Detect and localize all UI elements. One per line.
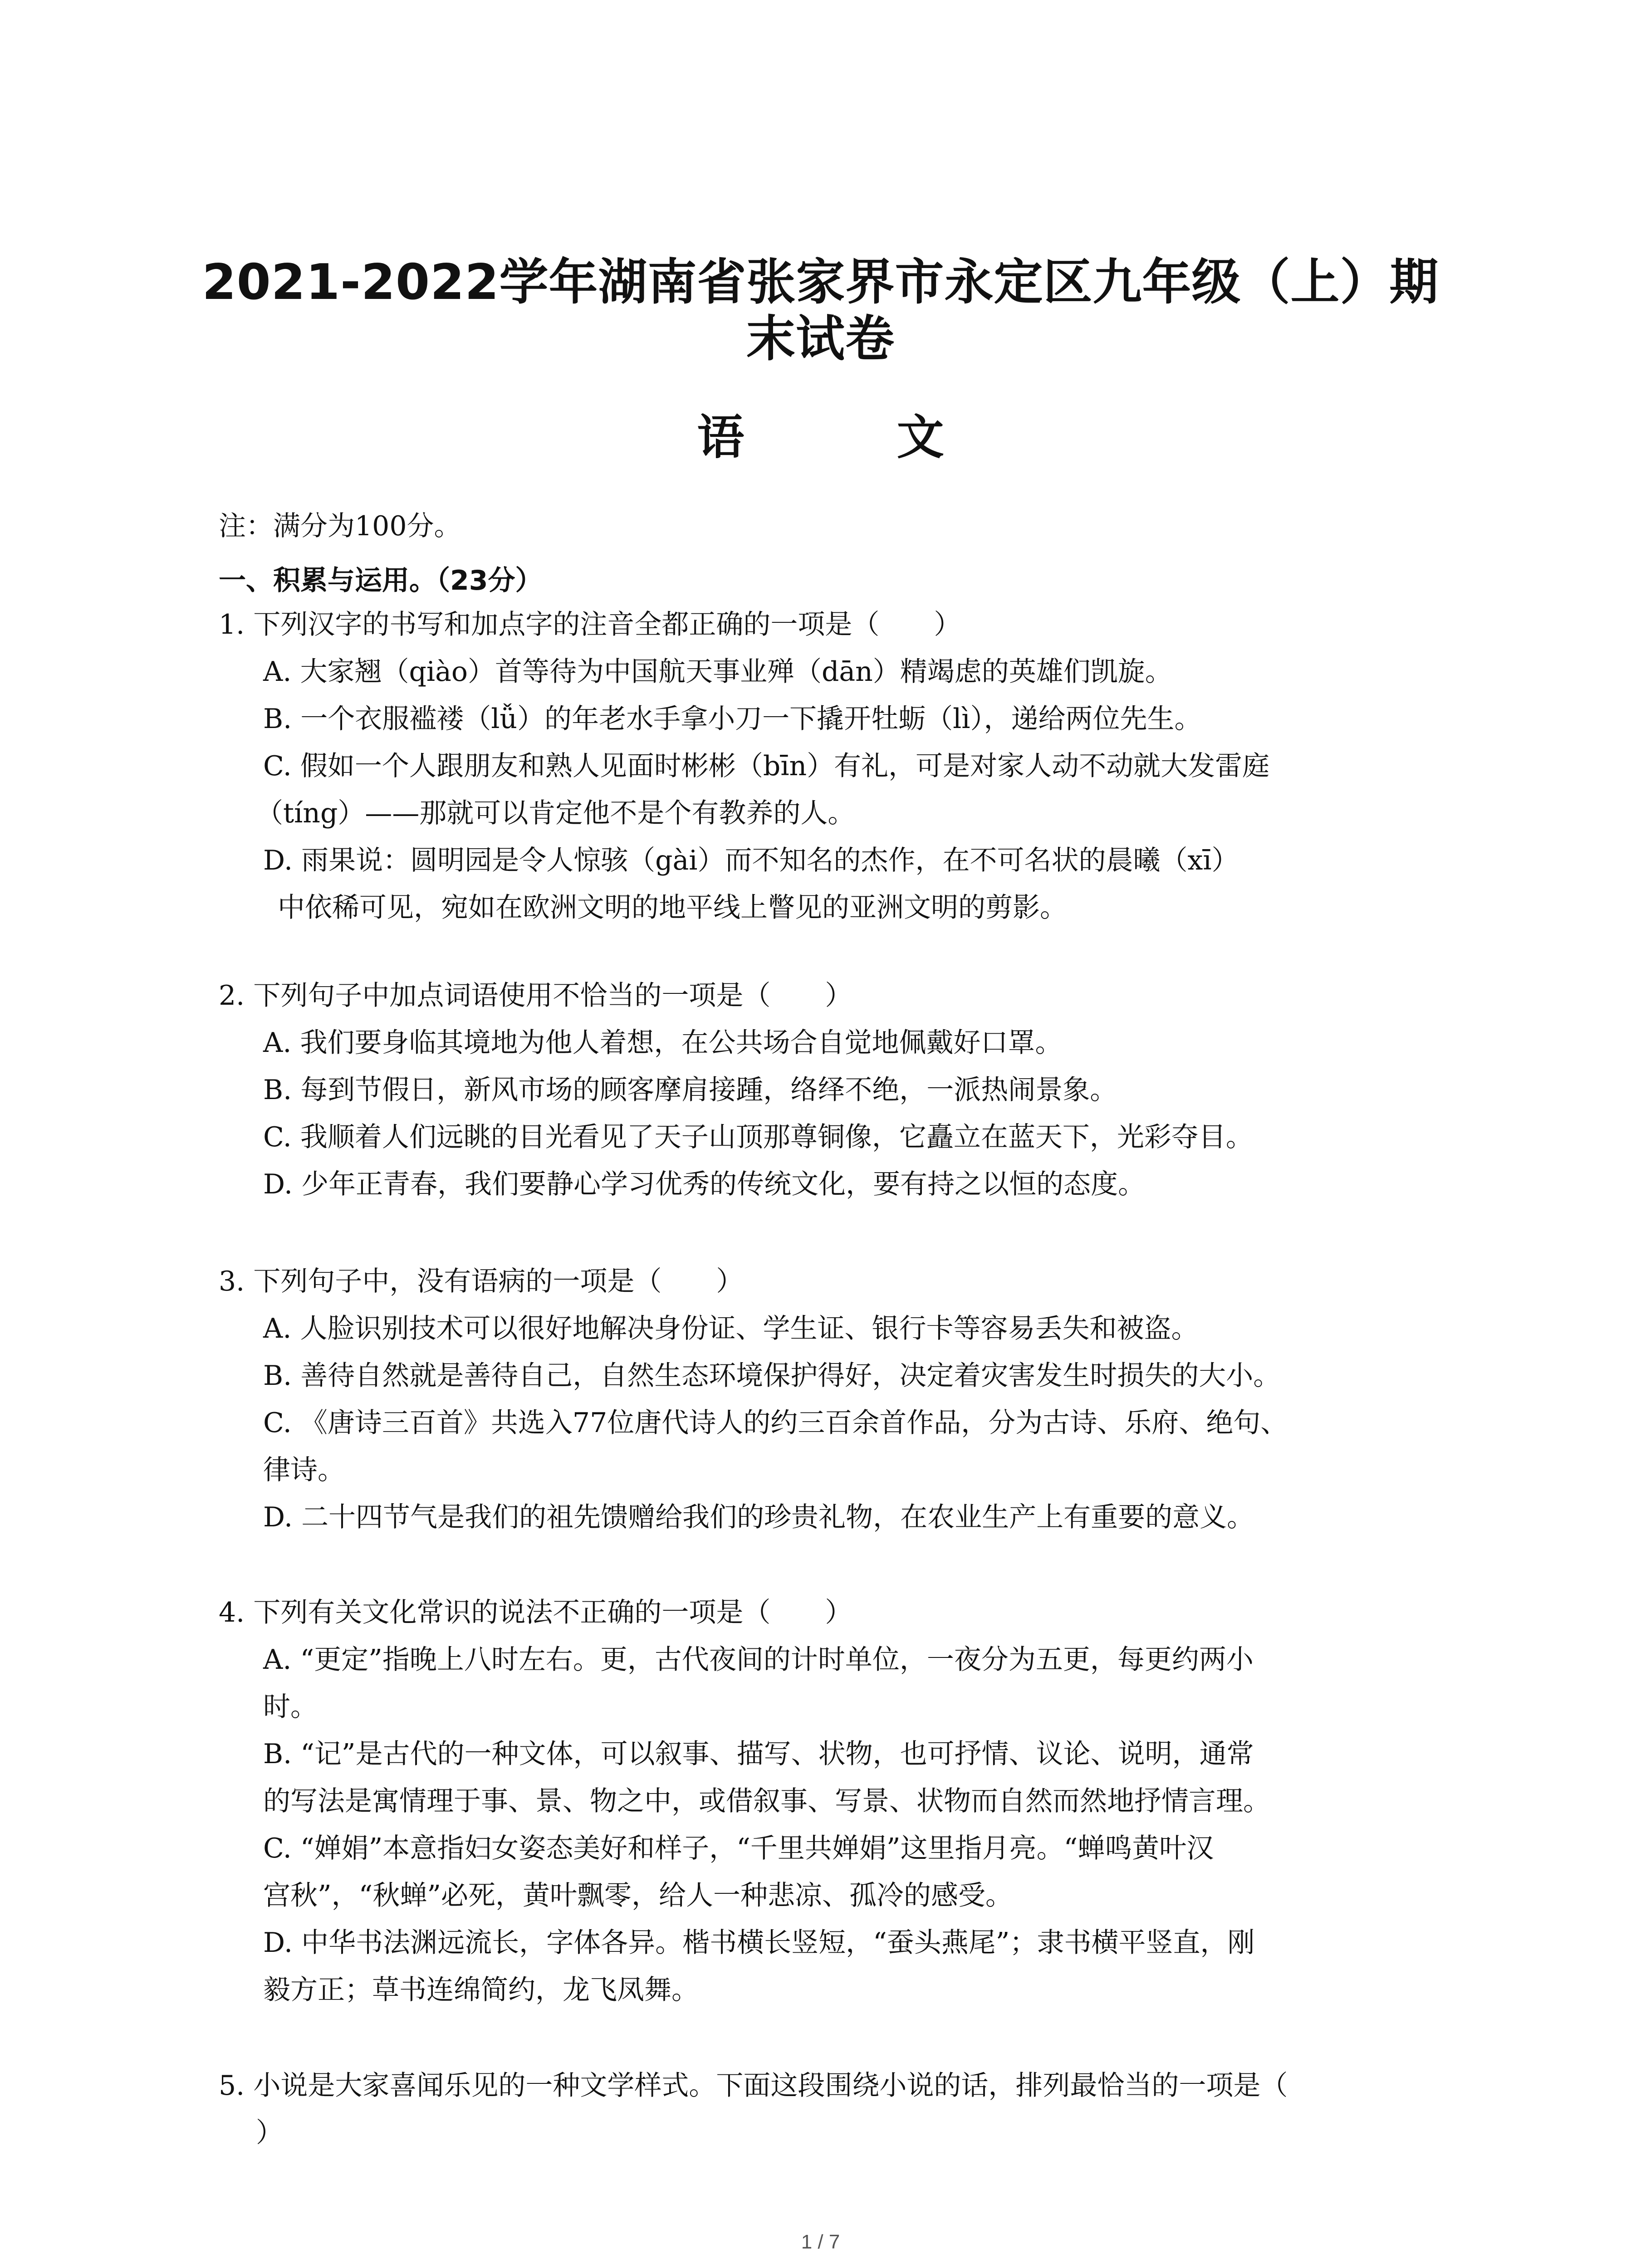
- option-c: C. “婵娟”本意指妇女姿态美好和样子，“千里共婵娟”这里指月亮。“蝉鸣黄叶汉: [263, 1833, 1214, 1864]
- option-a: A. “更定”指晚上八时左右。更，古代夜间的计时单位，一夜分为五更，每更约两小: [263, 1644, 1254, 1676]
- question-4: [219, 1589, 1435, 2014]
- option-c: C. 假如一个人跟朋友和熟人见面时彬彬（bīn）有礼，可是对家人动不动就大发雷庭: [263, 750, 1270, 782]
- option-b-continuation: 的写法是寓情理于事、景、物之中，或借叙事、写景、状物而自然而然地抒情言理。: [263, 1785, 1270, 1817]
- option-d: D. 少年正青春，我们要静心学习优秀的传统文化，要有持之以恒的态度。: [263, 1168, 1146, 1200]
- option-b: B. 一个衣服褴褛（lǚ）的年老水手拿小刀一下撬开牡蛎（lì），递给两位先生。: [263, 703, 1202, 735]
- question-5: [219, 2062, 1435, 2156]
- option-c-continuation: 宫秋”，“秋蝉”必死，黄叶飘零，给人一种悲凉、孤冷的感受。: [263, 1880, 1013, 1911]
- option-a: A. 人脸识别技术可以很好地解决身份证、学生证、银行卡等容易丢失和被盗。: [263, 1313, 1199, 1344]
- option-c-continuation: （tíng）——那就可以肯定他不是个有教养的人。: [256, 797, 855, 829]
- question-stem: 4. 下列有关文化常识的说法不正确的一项是（ ）: [219, 1597, 852, 1628]
- question-stem: 3. 下列句子中，没有语病的一项是（ ）: [219, 1266, 744, 1297]
- option-c-continuation: 律诗。: [263, 1454, 345, 1486]
- question-stem: 1. 下列汉字的书写和加点字的注音全都正确的一项是（ ）: [219, 609, 961, 640]
- option-a: A. 大家翘（qiào）首等待为中国航天事业殚（dān）精竭虑的英雄们凯旋。: [263, 656, 1172, 688]
- option-a-continuation: 时。: [263, 1691, 318, 1723]
- option-d-continuation: 毅方正；草书连绵简约，龙飞凤舞。: [263, 1974, 699, 2006]
- option-d: D. 雨果说：圆明园是令人惊骇（gài）而不知名的杰作，在不可名状的晨曦（xī）: [263, 845, 1239, 876]
- option-d: D. 二十四节气是我们的祖先馈赠给我们的珍贵礼物，在农业生产上有重要的意义。: [263, 1501, 1254, 1533]
- option-d-continuation: 中依稀可见，宛如在欧洲文明的地平线上瞥见的亚洲文明的剪影。: [278, 892, 1067, 924]
- option-d: D. 中华书法渊远流长，字体各异。楷书横长竖短，“蚕头燕尾”；隶书横平竖直，刚: [263, 1927, 1255, 1959]
- subject-title: 语 文: [697, 410, 1012, 465]
- question-stem-continuation: ）: [256, 2117, 283, 2149]
- question-2: [219, 972, 1435, 1208]
- score-note: 注：满分为100分。: [219, 510, 461, 542]
- option-c: C. 我顺着人们远眺的目光看见了天子山顶那尊铜像，它矗立在蓝天下，光彩夺目。: [263, 1121, 1253, 1153]
- option-c: C. 《唐诗三百首》共选入77位唐代诗人的约三百余首作品，分为古诗、乐府、绝句、: [263, 1407, 1288, 1439]
- question-stem: 5. 小说是大家喜闻乐见的一种文学样式。下面这段围绕小说的话，排列最恰当的一项是（: [219, 2070, 1288, 2102]
- option-b: B. 善待自然就是善待自己，自然生态环境保护得好，决定着灾害发生时损失的大小。: [263, 1360, 1281, 1392]
- option-b: B. 每到节假日，新风市场的顾客摩肩接踵，络绎不绝，一派热闹景象。: [263, 1074, 1117, 1106]
- question-1: [219, 601, 1435, 931]
- question-3: [219, 1258, 1435, 1541]
- exam-title-line-1: 2021-2022学年湖南省张家界市永定区九年级（上）期: [202, 254, 1439, 311]
- option-a: A. 我们要身临其境地为他人着想，在公共场合自觉地佩戴好口罩。: [263, 1027, 1063, 1059]
- exam-title-line-2: 末试卷: [746, 311, 895, 367]
- page-number: 1 / 7: [801, 2231, 840, 2253]
- section-heading: 一、积累与运用。（23分）: [219, 565, 543, 596]
- option-b: B. “记”是古代的一种文体，可以叙事、描写、状物，也可抒情、议论、说明，通常: [263, 1738, 1254, 1770]
- question-stem: 2. 下列句子中加点词语使用不恰当的一项是（ ）: [219, 980, 852, 1012]
